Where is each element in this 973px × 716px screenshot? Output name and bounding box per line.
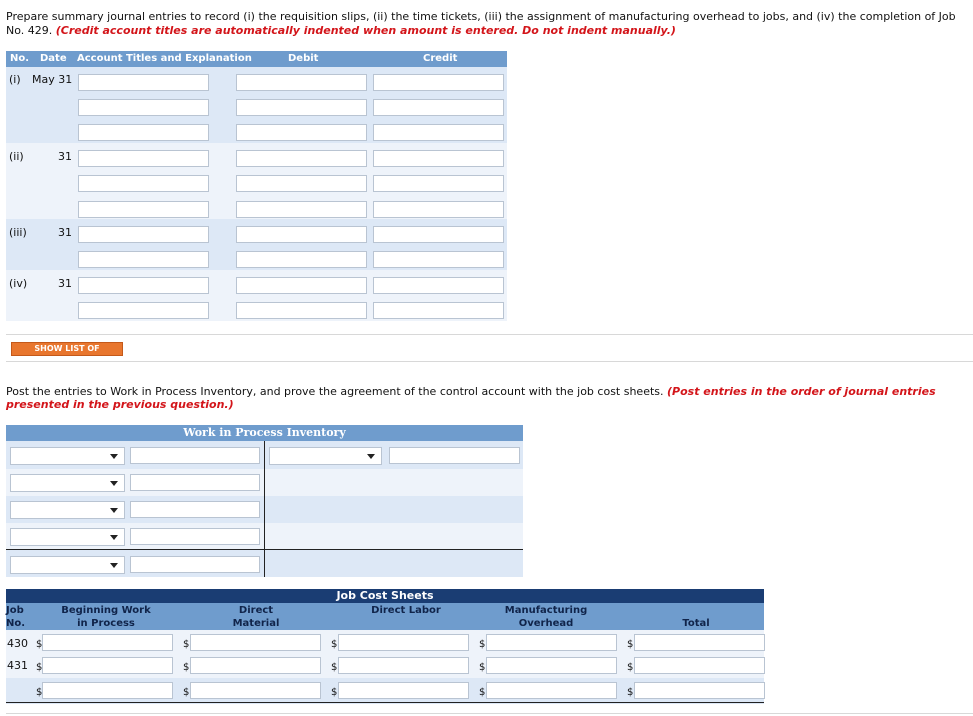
chevron-down-icon (110, 454, 118, 459)
post-instruction-note: (Post entries in the order of journal entries presented in the previous question.) (6, 385, 936, 411)
dollar-sign: $ (183, 662, 190, 673)
credit-amount-input[interactable] (373, 74, 504, 91)
col-job-no: Job No. (6, 605, 26, 629)
manufacturing-overhead-input[interactable] (486, 657, 617, 674)
wip-debit-amount-input[interactable] (130, 447, 260, 464)
manufacturing-overhead-input[interactable] (486, 682, 617, 699)
post-instructions (6, 385, 973, 411)
entry-date: 31 (58, 150, 72, 163)
account-title-input[interactable] (78, 226, 209, 243)
wip-credit-account-select[interactable] (269, 447, 382, 465)
debit-amount-input[interactable] (236, 277, 367, 294)
beginning-wip-input[interactable] (42, 682, 173, 699)
account-title-input[interactable] (78, 99, 209, 116)
credit-amount-input[interactable] (373, 201, 504, 218)
job-number: 430 (7, 637, 28, 650)
wip-credit-band (264, 469, 523, 496)
debit-amount-input[interactable] (236, 124, 367, 141)
wip-debit-amount-input[interactable] (130, 528, 260, 545)
t-account-total-line (6, 549, 523, 550)
entry-no: (ii) (9, 150, 24, 163)
dollar-sign: $ (36, 662, 43, 673)
col-credit: Credit (423, 53, 458, 64)
wip-debit-account-select[interactable] (10, 556, 125, 574)
col-manufacturing-overhead: Manufacturing Overhead (504, 605, 588, 629)
job-total-underline (6, 702, 764, 703)
chevron-down-icon (110, 508, 118, 513)
credit-amount-input[interactable] (373, 226, 504, 243)
account-title-input[interactable] (78, 74, 209, 91)
direct-material-input[interactable] (190, 634, 321, 651)
total-input[interactable] (634, 634, 765, 651)
direct-labor-input[interactable] (338, 657, 469, 674)
account-title-input[interactable] (78, 124, 209, 141)
credit-amount-input[interactable] (373, 175, 504, 192)
col-direct-material: Direct Material (232, 605, 280, 629)
direct-labor-input[interactable] (338, 682, 469, 699)
direct-labor-input[interactable] (338, 634, 469, 651)
chevron-down-icon (367, 454, 375, 459)
journal-table-header (6, 51, 507, 67)
dollar-sign: $ (183, 687, 190, 698)
account-title-input[interactable] (78, 175, 209, 192)
beginning-wip-input[interactable] (42, 634, 173, 651)
debit-amount-input[interactable] (236, 302, 367, 319)
dollar-sign: $ (331, 687, 338, 698)
wip-title: Work in Process Inventory (6, 425, 523, 441)
dollar-sign: $ (36, 687, 43, 698)
instruction-note: (Credit account titles are automatically indented when amount is entered. Do not indent manually.) (55, 24, 676, 37)
wip-debit-amount-input[interactable] (130, 474, 260, 491)
dollar-sign: $ (183, 639, 190, 650)
credit-amount-input[interactable] (373, 124, 504, 141)
instruction-text: Prepare summary journal entries to record (i) the requisition slips, (ii) the time tickets, (iii) the assignment of manufacturing overhead to jobs, and (iv) the completion of Job No. 429. (6, 10, 956, 37)
debit-amount-input[interactable] (236, 226, 367, 243)
debit-amount-input[interactable] (236, 201, 367, 218)
journal-instructions (6, 10, 964, 38)
dollar-sign: $ (479, 662, 486, 673)
dollar-sign: $ (479, 639, 486, 650)
wip-credit-band (264, 496, 523, 523)
wip-debit-account-select[interactable] (10, 474, 125, 492)
dollar-sign: $ (36, 639, 43, 650)
manufacturing-overhead-input[interactable] (486, 634, 617, 651)
chevron-down-icon (110, 563, 118, 568)
job-number: 431 (7, 659, 28, 672)
entry-date: 31 (58, 277, 72, 290)
entry-date: May 31 (32, 73, 73, 86)
show-list-of-accounts-button[interactable]: SHOW LIST OF (11, 342, 123, 356)
credit-amount-input[interactable] (373, 99, 504, 116)
col-debit: Debit (288, 53, 319, 64)
credit-amount-input[interactable] (373, 277, 504, 294)
entry-date: 31 (58, 226, 72, 239)
col-direct-labor: Direct Labor (371, 605, 441, 616)
divider (6, 361, 973, 362)
entry-no: (iii) (9, 226, 27, 239)
dollar-sign: $ (479, 687, 486, 698)
chevron-down-icon (110, 535, 118, 540)
t-account-vertical-line (264, 441, 265, 577)
direct-material-input[interactable] (190, 657, 321, 674)
col-date: Date (40, 53, 67, 64)
debit-amount-input[interactable] (236, 150, 367, 167)
debit-amount-input[interactable] (236, 251, 367, 268)
dollar-sign: $ (627, 639, 634, 650)
post-instruction-text: Post the entries to Work in Process Inventory, and prove the agreement of the control account with the job cost sheets. (6, 385, 664, 398)
dollar-sign: $ (627, 687, 634, 698)
job-cost-header (6, 603, 764, 630)
wip-debit-account-select[interactable] (10, 501, 125, 519)
divider (6, 713, 973, 714)
account-title-input[interactable] (78, 277, 209, 294)
wip-debit-account-select[interactable] (10, 528, 125, 546)
credit-amount-input[interactable] (373, 251, 504, 268)
chevron-down-icon (110, 481, 118, 486)
dollar-sign: $ (627, 662, 634, 673)
col-total: Total (682, 618, 710, 629)
entry-no: (i) (9, 73, 21, 86)
entry-no: (iv) (9, 277, 28, 290)
debit-amount-input[interactable] (236, 74, 367, 91)
account-title-input[interactable] (78, 201, 209, 218)
col-beginning-wip: Beginning Work in Process (61, 605, 151, 629)
wip-debit-account-select[interactable] (10, 447, 125, 465)
credit-amount-input[interactable] (373, 150, 504, 167)
wip-credit-amount-input[interactable] (389, 447, 520, 464)
col-account: Account Titles and Explanation (77, 53, 252, 64)
debit-amount-input[interactable] (236, 175, 367, 192)
dollar-sign: $ (331, 662, 338, 673)
account-title-input[interactable] (78, 302, 209, 319)
wip-debit-amount-input[interactable] (130, 556, 260, 573)
account-title-input[interactable] (78, 150, 209, 167)
divider (6, 334, 973, 335)
beginning-wip-input[interactable] (42, 657, 173, 674)
wip-credit-band (264, 550, 523, 577)
job-cost-sheets-title: Job Cost Sheets (6, 589, 764, 603)
direct-material-input[interactable] (190, 682, 321, 699)
account-title-input[interactable] (78, 251, 209, 268)
debit-amount-input[interactable] (236, 99, 367, 116)
total-input[interactable] (634, 682, 765, 699)
wip-debit-amount-input[interactable] (130, 501, 260, 518)
dollar-sign: $ (331, 639, 338, 650)
wip-credit-band (264, 523, 523, 550)
credit-amount-input[interactable] (373, 302, 504, 319)
col-no: No. (10, 53, 30, 64)
total-input[interactable] (634, 657, 765, 674)
